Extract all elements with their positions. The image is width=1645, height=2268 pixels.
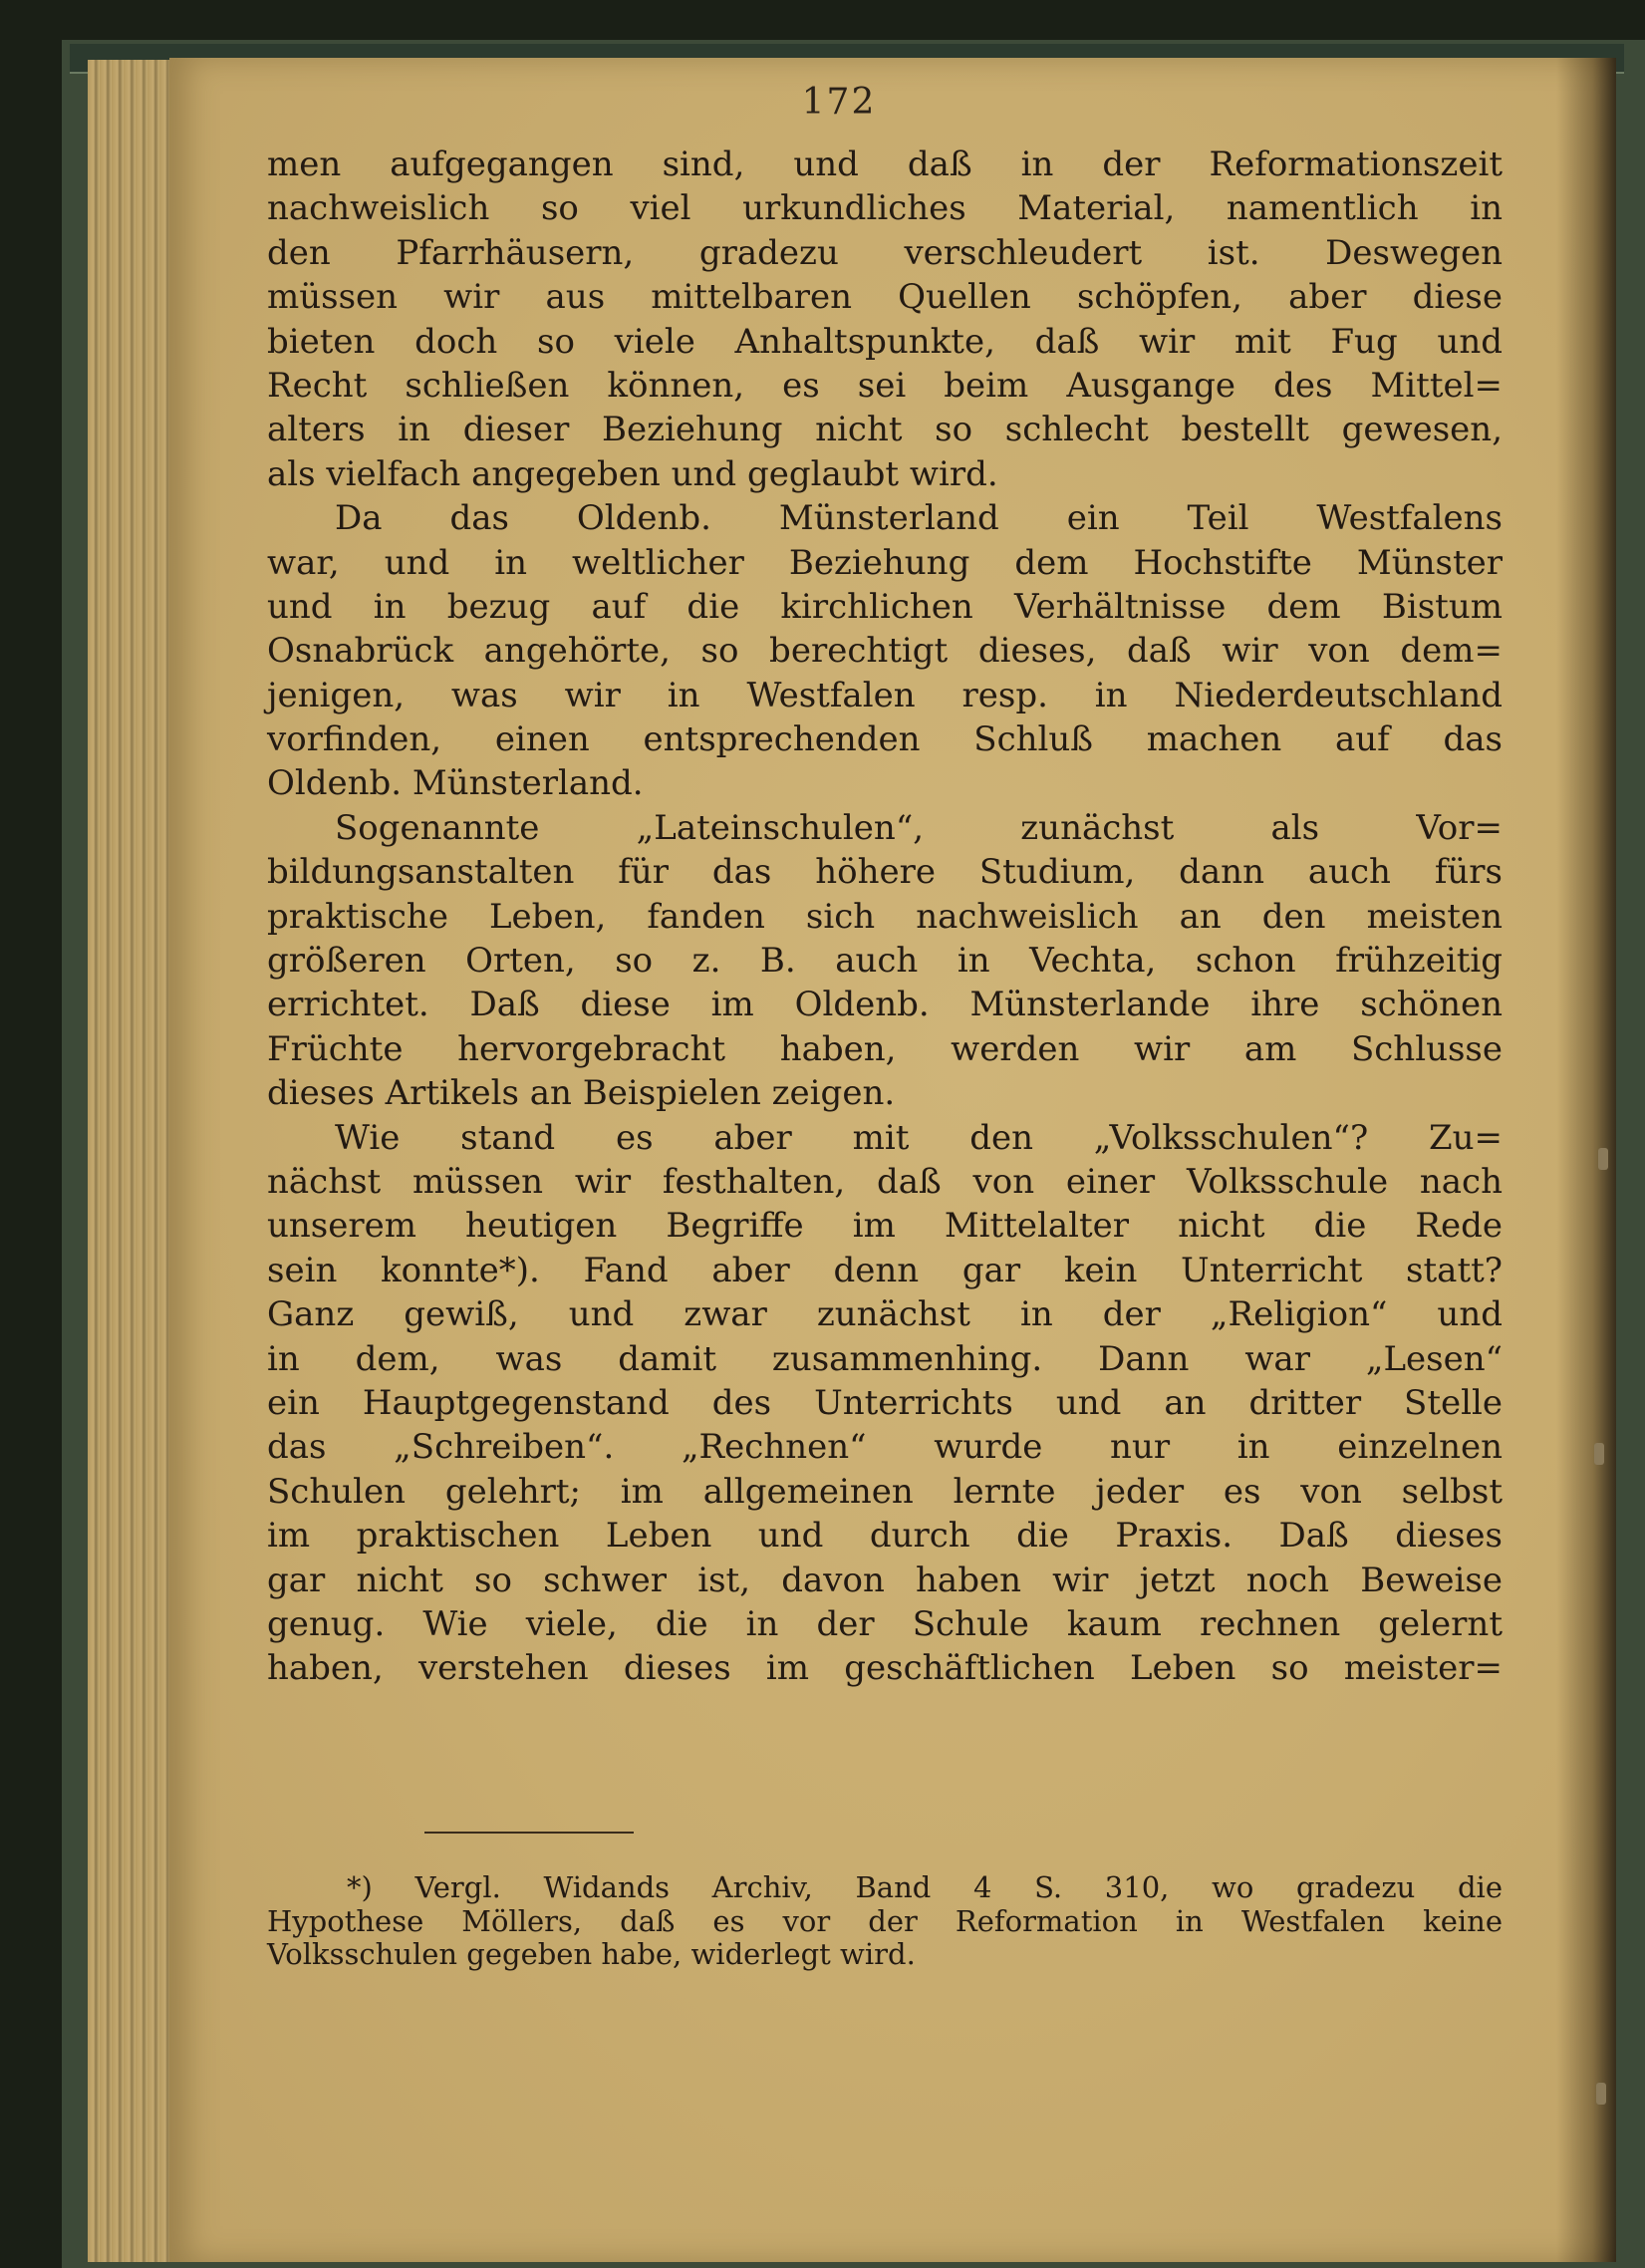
text-line: gar nicht so schwer ist, davon haben wir jetzt noch Beweise: [267, 1559, 1503, 1600]
text-line: müssen wir aus mittelbaren Quellen schöpfen, aber diese: [267, 277, 1503, 318]
text-line: Wie stand es aber mit den „Volksschulen“? Zu=: [335, 1117, 1503, 1158]
text-line: dieses Artikels an Beispielen zeigen.: [267, 1073, 896, 1114]
page-number: 172: [801, 82, 877, 123]
paragraph: [267, 496, 1503, 806]
footnote-line: Volksschulen gegeben habe, widerlegt wird.: [267, 1937, 916, 1972]
paragraph: [267, 142, 1503, 496]
text-line: Oldenb. Münsterland.: [267, 763, 644, 804]
text-line: praktische Leben, fanden sich nachweislich an den meisten: [267, 896, 1503, 937]
footnote-line: Hypothese Möllers, daß es vor der Reformation in Westfalen keine: [267, 1903, 1503, 1938]
page-blemish: [1594, 1443, 1604, 1465]
text-line: im praktischen Leben und durch die Praxis. Daß dieses: [267, 1516, 1503, 1557]
text-line: sein konnte*). Fand aber denn gar kein Unterricht statt?: [267, 1250, 1503, 1290]
text-line: genug. Wie viele, die in der Schule kaum rechnen gelernt: [267, 1603, 1503, 1644]
text-line: bildungsanstalten für das höhere Studium, dann auch fürs: [267, 852, 1503, 893]
text-line: Sogenannte „Lateinschulen“, zunächst als Vor=: [335, 807, 1503, 848]
text-line: haben, verstehen dieses im geschäftlichen Leben so meister=: [267, 1648, 1503, 1689]
paragraph: [267, 1116, 1503, 1691]
text-line: Recht schließen können, es sei beim Ausgange des Mittel=: [267, 365, 1503, 406]
page-blemish: [1596, 2083, 1606, 2105]
text-line: in dem, was damit zusammenhing. Dann war „Lesen“: [267, 1338, 1503, 1379]
text-line: den Pfarrhäusern, gradezu verschleudert ist. Deswegen: [267, 232, 1503, 273]
footnote-rule: [424, 1832, 634, 1834]
text-line: Ganz gewiß, und zwar zunächst in der „Religion“ und: [267, 1294, 1503, 1335]
text-line: nächst müssen wir festhalten, daß von einer Volksschule nach: [267, 1161, 1503, 1202]
text-line: Da das Oldenb. Münsterland ein Teil Westfalens: [335, 498, 1503, 539]
text-line: nachweislich so viel urkundliches Material, namentlich in: [267, 188, 1503, 229]
text-line: das „Schreiben“. „Rechnen“ wurde nur in einzelnen: [267, 1427, 1503, 1468]
text-line: als vielfach angegeben und geglaubt wird.: [267, 453, 998, 494]
text-line: bieten doch so viele Anhaltspunkte, daß wir mit Fug und: [267, 321, 1503, 362]
text-line: größeren Orten, so z. B. auch in Vechta, schon frühzeitig: [267, 941, 1503, 982]
page-blemish: [1598, 1148, 1608, 1170]
text-line: Schulen gelehrt; im allgemeinen lernte jeder es von selbst: [267, 1471, 1503, 1512]
text-line: alters in dieser Beziehung nicht so schlecht bestellt gewesen,: [267, 410, 1503, 450]
text-line: Osnabrück angehörte, so berechtigt dieses, daß wir von dem=: [267, 631, 1503, 672]
text-line: unserem heutigen Begriffe im Mittelalter nicht die Rede: [267, 1206, 1503, 1247]
text-line: errichtet. Daß diese im Oldenb. Münsterlande ihre schönen: [267, 985, 1503, 1025]
footnote: [267, 1871, 1503, 1972]
text-line: Früchte hervorgebracht haben, werden wir am Schlusse: [267, 1028, 1503, 1069]
page-body: [267, 142, 1503, 1691]
text-line: war, und in weltlicher Beziehung dem Hochstifte Münster: [267, 542, 1503, 583]
text-line: men aufgegangen sind, und daß in der Reformationszeit: [267, 144, 1503, 184]
paragraph: [267, 806, 1503, 1116]
footnote-line: *) Vergl. Widands Archiv, Band 4 S. 310, wo gradezu die: [347, 1870, 1503, 1904]
text-line: vorfinden, einen entsprechenden Schluß machen auf das: [267, 719, 1503, 760]
text-line: und in bezug auf die kirchlichen Verhältnisse dem Bistum: [267, 586, 1503, 627]
text-line: jenigen, was wir in Westfalen resp. in Niederdeutschland: [267, 675, 1503, 715]
text-line: ein Hauptgegenstand des Unterrichts und an dritter Stelle: [267, 1382, 1503, 1423]
